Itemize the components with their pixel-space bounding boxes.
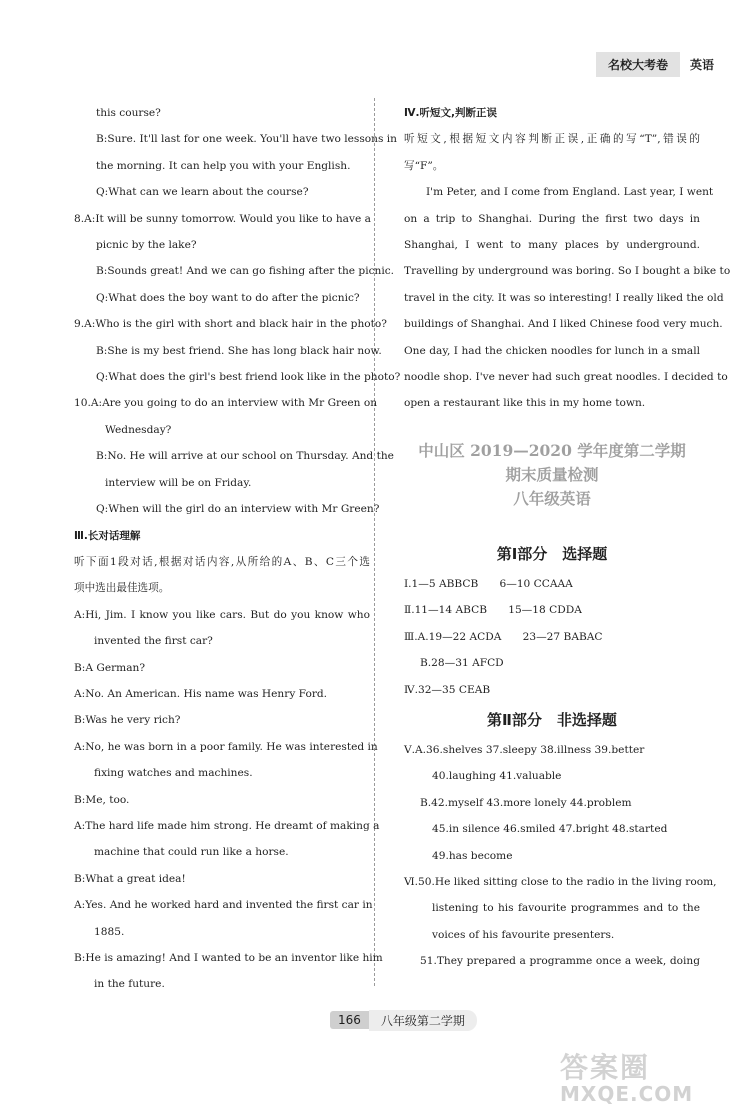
text-line: B:He is amazing! And I wanted to be an inventor like him (74, 952, 383, 964)
text-line: A:Yes. And he worked hard and invented the first car in (74, 899, 373, 912)
subject-label: 英语 (689, 57, 714, 72)
text-line: 40.laughing 41.valuable (432, 770, 562, 783)
text-line: Ⅳ.听短文,判断正误 (404, 107, 498, 119)
text-line: voices of his favourite presenters. (432, 928, 615, 941)
text-line: 听短文,根据短文内容判断正误,正确的写“T”,错误的 (404, 133, 700, 146)
grade-label: 八年级第二学期 (369, 1010, 477, 1031)
text-line: 49.has become (432, 849, 513, 862)
text-line: A:Hi, Jim. I know you like cars. But do you know who (74, 608, 370, 621)
column-divider (374, 98, 375, 986)
text-line: on a trip to Shanghai. During the first two days in (404, 212, 700, 225)
text-line: 1885. (94, 925, 125, 938)
text-line: Q:When will the girl do an interview with Mr Green? (96, 503, 380, 516)
text-line: 9.A:Who is the girl with short and black hair in the photo? (74, 318, 387, 331)
text-line: Travelling by underground was boring. So I bought a bike to (404, 265, 731, 278)
watermark-text: 答案圈 (560, 1051, 651, 1084)
watermark-url: MXQE.COM (560, 1082, 694, 1106)
text-line: Shanghai, I went to many places by underground. (404, 239, 700, 252)
exam-title-line: 中山区 2019—2020 学年度第二学期 (418, 440, 686, 460)
exam-title-block (404, 439, 700, 511)
text-line: noodle shop. I've never had such great noodles. I decided to (404, 371, 728, 384)
text-line: 51.They prepared a programme once a week, doing (420, 955, 700, 968)
text-line: Ⅰ.1—5 ABBCB 6—10 CCAAA (404, 577, 573, 590)
text-line: B:No. He will arrive at our school on Thursday. And the (96, 450, 394, 463)
text-line: 项中选出最佳选项。 (74, 582, 170, 595)
brand-label: 名校大考卷 (596, 52, 680, 77)
text-line: B.28—31 AFCD (420, 657, 504, 670)
text-line: picnic by the lake? (96, 239, 197, 252)
text-line: B.42.myself 43.more lonely 44.problem (420, 796, 632, 809)
text-line: 10.A:Are you going to do an interview with Mr Green on (74, 397, 378, 410)
text-line: Q:What does the boy want to do after the picnic? (96, 291, 360, 304)
text-line: B:A German? (74, 661, 146, 674)
listening-passage (404, 100, 731, 417)
text-line: Ⅲ.A.19—22 ACDA 23—27 BABAC (404, 630, 603, 643)
text-line: Ⅳ.32—35 CEAB (404, 683, 491, 696)
text-line: 写“F”。 (404, 159, 444, 172)
exam-title-line: 八年级英语 (513, 488, 591, 508)
text-line: Q:What can we learn about the course? (96, 186, 309, 199)
part-two-title: 第Ⅱ部分 非选择题 (487, 710, 617, 729)
text-line: machine that could run like a horse. (94, 846, 289, 859)
watermark (560, 1046, 693, 1106)
left-column (74, 100, 401, 998)
text-line: I'm Peter, and I come from England. Last year, I went (426, 186, 714, 199)
text-line: B:Sounds great! And we can go fishing after the picnic. (96, 265, 395, 278)
text-line: B:What a great idea! (74, 872, 186, 885)
text-line: Ⅴ.A.36.shelves 37.sleepy 38.illness 39.better (404, 743, 645, 756)
text-line: Ⅲ.长对话理解 (74, 529, 141, 542)
text-line: A:No, he was born in a poor family. He was interested in (74, 740, 378, 753)
text-line: interview will be on Friday. (105, 476, 252, 489)
text-line: One day, I had the chicken noodles for lunch in a small (404, 344, 700, 357)
text-line: A:No. An American. His name was Henry Ford. (74, 687, 328, 700)
text-line: listening to his favourite programmes and to the (432, 902, 700, 915)
page-footer (330, 1009, 477, 1031)
text-line: open a restaurant like this in my home town. (404, 397, 646, 410)
text-line: B:She is my best friend. She has long black hair now. (96, 344, 382, 357)
text-line: invented the first car? (94, 635, 213, 648)
text-line: Ⅵ.50.He liked sitting close to the radio in the living room, (404, 875, 717, 888)
text-line: A:The hard life made him strong. He dreamt of making a (74, 819, 380, 832)
text-line: 8.A:It will be sunny tomorrow. Would you like to have a (74, 212, 371, 225)
text-line: Wednesday? (105, 423, 172, 436)
text-line: buildings of Shanghai. And I liked Chinese food very much. (404, 318, 723, 331)
text-line: in the future. (94, 978, 165, 991)
part-two-answers (404, 737, 717, 975)
text-line: 听下面1段对话,根据对话内容,从所给的A、B、C三个选 (74, 555, 370, 568)
text-line: this course? (96, 107, 161, 119)
right-column (404, 100, 731, 975)
text-line: the morning. It can help you with your English. (96, 159, 351, 172)
text-line: B:Was he very rich? (74, 714, 181, 727)
page-number: 166 (330, 1011, 369, 1029)
part-one-title: 第Ⅰ部分 选择题 (496, 544, 608, 563)
text-line: travel in the city. It was so interesting! I really liked the old (404, 291, 724, 304)
text-line: B:Sure. It'll last for one week. You'll have two lessons in (96, 133, 398, 146)
text-line: Ⅱ.11—14 ABCB 15—18 CDDA (404, 604, 582, 617)
part-one-answers (404, 571, 700, 703)
text-line: B:Me, too. (74, 793, 130, 806)
text-line: Q:What does the girl's best friend look like in the photo? (96, 371, 401, 384)
text-line: fixing watches and machines. (94, 767, 253, 780)
page-header (596, 52, 714, 76)
exam-title-line: 期末质量检测 (505, 464, 599, 484)
text-line: 45.in silence 46.smiled 47.bright 48.started (432, 823, 668, 836)
